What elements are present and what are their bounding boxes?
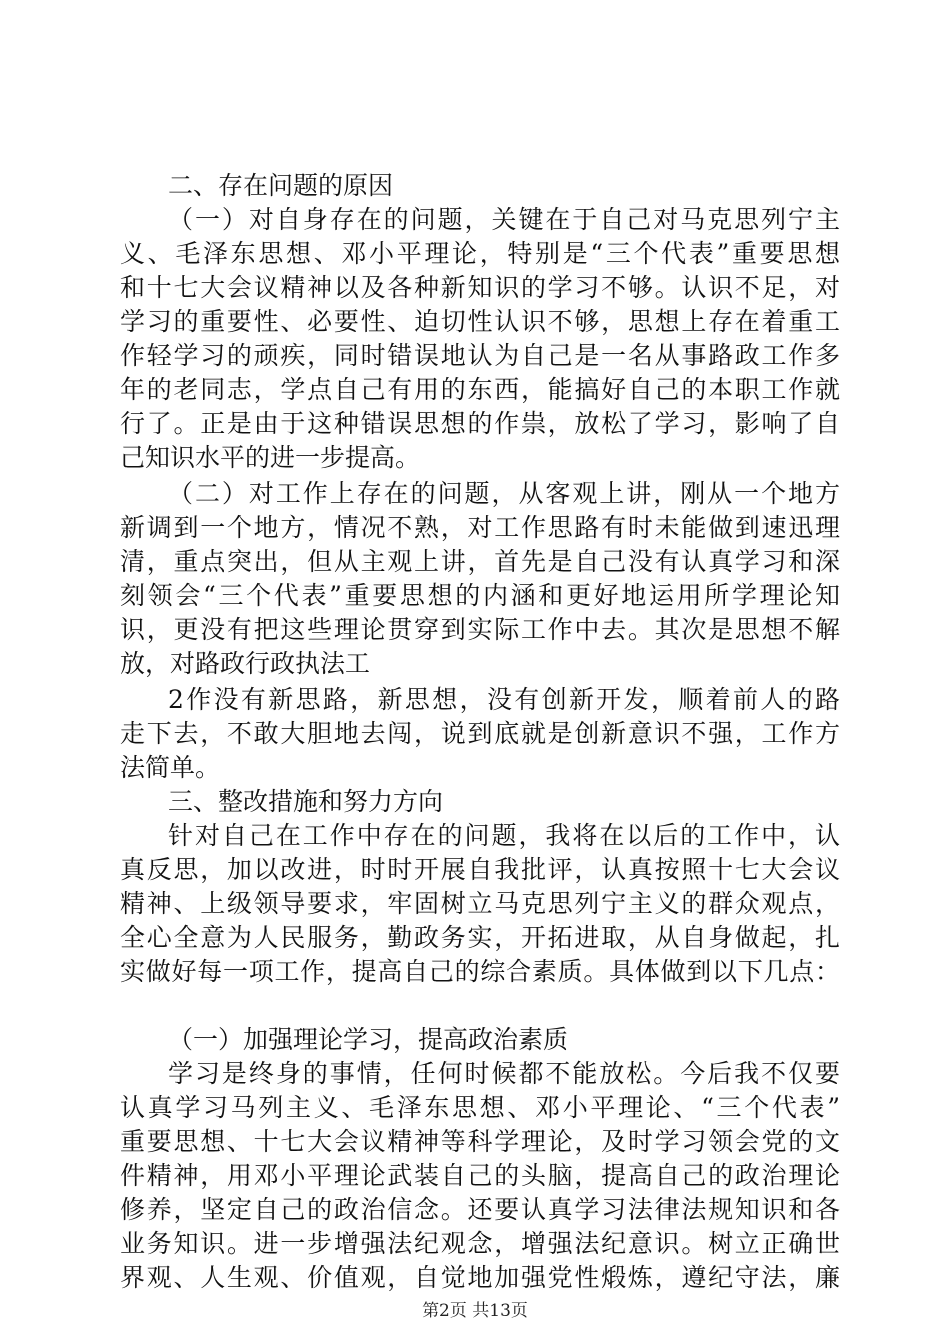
paragraph-line: 实做好每一项工作，提高自己的综合素质。具体做到以下几点： <box>120 957 840 986</box>
paragraph-line: 业务知识。进一步增强法纪观念，增强法纪意识。树立正确世 <box>120 1229 840 1258</box>
paragraph-line: 认真学习马列主义、毛泽东思想、邓小平理论、“三个代表” <box>120 1093 840 1122</box>
paragraph-line: 义、毛泽东思想、邓小平理论，特别是“三个代表”重要思想 <box>120 239 840 268</box>
paragraph-line: （二）对工作上存在的问题，从客观上讲，刚从一个地方 <box>168 479 840 508</box>
paragraph-line: 清，重点突出，但从主观上讲，首先是自己没有认真学习和深 <box>120 547 840 576</box>
section-heading-measures: 三、整改措施和努力方向 <box>168 787 444 816</box>
paragraph-line: 新调到一个地方，情况不熟，对工作思路有时未能做到速迅理 <box>120 513 840 542</box>
paragraph-line: 和十七大会议精神以及各种新知识的学习不够。认识不足，对 <box>120 273 840 302</box>
paragraph-line: 件精神，用邓小平理论武装自己的头脑，提高自己的政治理论 <box>120 1161 840 1190</box>
paragraph-line: 学习是终身的事情，任何时候都不能放松。今后我不仅要 <box>168 1059 840 1088</box>
paragraph-line: 2作没有新思路，新思想，没有创新开发，顺着前人的路 <box>168 685 840 714</box>
paragraph-line: 识，更没有把这些理论贯穿到实际工作中去。其次是思想不解 <box>120 615 840 644</box>
paragraph-line: 己知识水平的进一步提高。 <box>120 443 421 472</box>
page-number-footer: 第2页 共13页 <box>422 1301 528 1321</box>
paragraph-line: 行了。正是由于这种错误思想的作祟，放松了学习，影响了自 <box>120 409 840 438</box>
paragraph-line: 针对自己在工作中存在的问题，我将在以后的工作中，认 <box>168 821 840 850</box>
paragraph-line: 刻领会“三个代表”重要思想的内涵和更好地运用所学理论知 <box>120 581 840 610</box>
paragraph-line: 学习的重要性、必要性、迫切性认识不够，思想上存在着重工 <box>120 307 840 336</box>
paragraph-line: 界观、人生观、价值观，自觉地加强党性煅炼，遵纪守法，廉 <box>120 1263 840 1292</box>
section-heading-causes: 二、存在问题的原因 <box>168 171 394 200</box>
paragraph-line: 法简单。 <box>120 753 221 782</box>
paragraph-line: （一）对自身存在的问题，关键在于自己对马克思列宁主 <box>168 205 840 234</box>
paragraph-line: 重要思想、十七大会议精神等科学理论，及时学习领会党的文 <box>120 1127 840 1156</box>
paragraph-line: 修养，坚定自己的政治信念。还要认真学习法律法规知识和各 <box>120 1195 840 1224</box>
paragraph-line: 年的老同志，学点自己有用的东西，能搞好自己的本职工作就 <box>120 375 840 404</box>
paragraph-line: 走下去，不敢大胆地去闯，说到底就是创新意识不强，工作方 <box>120 719 840 748</box>
paragraph-line: 真反思，加以改进，时时开展自我批评，认真按照十七大会议 <box>120 855 840 884</box>
paragraph-line: 全心全意为人民服务，勤政务实，开拓进取，从自身做起，扎 <box>120 923 840 952</box>
paragraph-line: 精神、上级领导要求，牢固树立马克思列宁主义的群众观点， <box>120 889 840 918</box>
paragraph-line: 放，对路政行政执法工 <box>120 649 371 678</box>
paragraph-line: 作轻学习的顽疾，同时错误地认为自己是一名从事路政工作多 <box>120 341 840 370</box>
sub-heading-theory-study: （一）加强理论学习，提高政治素质 <box>168 1025 569 1054</box>
